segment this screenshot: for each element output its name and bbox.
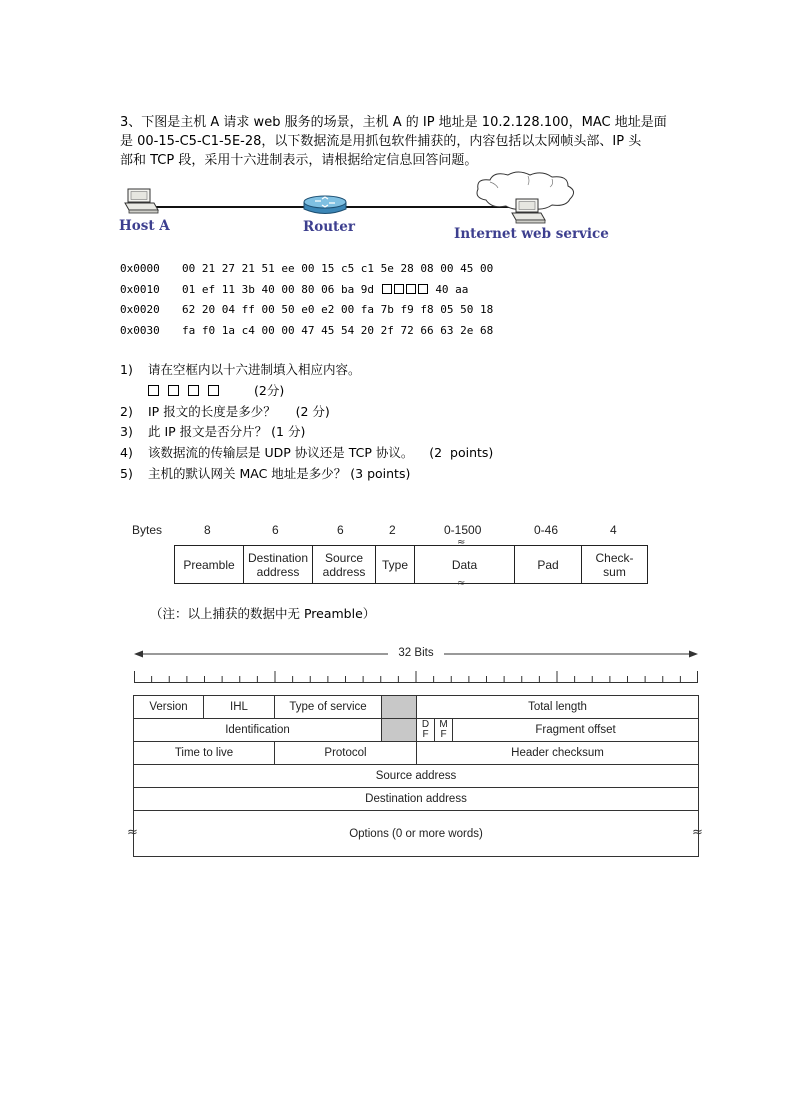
router-label: Router bbox=[303, 219, 355, 235]
question-number: 5) bbox=[120, 465, 133, 481]
field-size: 8 bbox=[204, 523, 211, 537]
question-list bbox=[120, 360, 493, 485]
answer-boxes bbox=[120, 381, 493, 402]
blank-box bbox=[406, 284, 416, 294]
hex-row bbox=[120, 324, 493, 338]
router-icon bbox=[302, 194, 348, 218]
question-text: 请在空框内以十六进制填入相应内容。 bbox=[148, 362, 361, 377]
field-size: 4 bbox=[610, 523, 617, 537]
hex-tail: 40 aa bbox=[435, 283, 469, 296]
tos-field: Type of service bbox=[275, 696, 382, 719]
field-size: 6 bbox=[337, 523, 344, 537]
ttl-field: Time to live bbox=[134, 742, 275, 765]
blank-box bbox=[168, 385, 179, 396]
bits-label: 32 Bits bbox=[398, 647, 434, 659]
source-address-field: Source address bbox=[134, 765, 699, 788]
break-mark-icon: ≈ bbox=[457, 578, 466, 589]
preamble-field: Preamble bbox=[175, 546, 244, 583]
header-checksum-field: Header checksum bbox=[417, 742, 699, 765]
question-text: IP 报文的长度是多少？ (2 分) bbox=[148, 403, 330, 419]
source-address-field: Source address bbox=[313, 546, 376, 583]
question-item bbox=[120, 464, 493, 485]
type-field: Type bbox=[376, 546, 415, 583]
hex-offset: 0x0010 bbox=[120, 283, 160, 296]
total-length-field: Total length bbox=[417, 696, 699, 719]
destination-address-field: Destination address bbox=[244, 546, 313, 583]
question-text: 此 IP 报文是否分片？ (1 分) bbox=[148, 424, 306, 440]
hex-row bbox=[120, 262, 493, 276]
preamble-note: （注：以上捕获的数据中无 Preamble） bbox=[150, 606, 376, 621]
question-item bbox=[120, 443, 493, 464]
reserved-bits bbox=[382, 696, 417, 719]
intro-line: 部和 TCP 段，采用十六进制表示，请根据给定信息回答问题。 bbox=[120, 153, 478, 168]
bit-ruler bbox=[134, 670, 698, 684]
question-number: 4) bbox=[120, 445, 133, 461]
host-a-label: Host A bbox=[119, 218, 170, 234]
field-size: 0-46 bbox=[534, 523, 559, 537]
version-field: Version bbox=[134, 696, 204, 719]
blank-box bbox=[148, 385, 159, 396]
bytes-label: Bytes bbox=[132, 523, 163, 537]
ihl-field: IHL bbox=[204, 696, 275, 719]
identification-field: Identification bbox=[134, 719, 382, 742]
options-field: Options (0 or more words) bbox=[134, 811, 699, 857]
web-service-label: Internet web service bbox=[454, 226, 609, 242]
blank-box bbox=[382, 284, 392, 294]
hex-bytes: 62 20 04 ff 00 50 e0 e2 00 fa 7b f9 f8 05 50 18 bbox=[182, 303, 494, 316]
ethernet-frame bbox=[174, 545, 648, 584]
blank-box bbox=[208, 385, 219, 396]
hex-bytes: fa f0 1a c4 00 00 47 45 54 20 2f 72 66 63 2e 68 bbox=[182, 324, 494, 337]
question-number: 3) bbox=[120, 424, 133, 440]
hex-row bbox=[120, 283, 468, 297]
question-text: 主机的默认网关 MAC 地址是多少？ (3 points) bbox=[148, 465, 411, 481]
hex-offset: 0x0000 bbox=[120, 262, 160, 275]
hex-bytes: 00 21 27 21 51 ee 00 15 c5 c1 5e 28 08 00 45 00 bbox=[182, 262, 494, 275]
field-size: 0-1500 bbox=[444, 523, 482, 537]
ip-header-table bbox=[133, 695, 699, 857]
question-item bbox=[120, 422, 493, 443]
question-number: 1) bbox=[120, 362, 133, 377]
question-text: 该数据流的传输层是 UDP 协议还是 TCP 协议。 (2 points) bbox=[148, 445, 494, 461]
mf-flag-label: M F bbox=[439, 719, 448, 740]
fragment-offset-field: Fragment offset bbox=[453, 719, 699, 742]
df-flag-label: D F bbox=[421, 719, 430, 740]
intro-line: 3、下图是主机 A 请求 web 服务的场景，主机 A 的 IP 地址是 10.2.128.100，MAC 地址是面 bbox=[120, 115, 667, 130]
destination-address-field: Destination address bbox=[134, 788, 699, 811]
host-computer-icon bbox=[124, 188, 160, 216]
mf-flag bbox=[435, 719, 453, 742]
question-number: 2) bbox=[120, 403, 133, 419]
hex-offset: 0x0020 bbox=[120, 303, 160, 316]
break-mark-icon: ≈ bbox=[127, 825, 138, 840]
break-mark-icon: ≈ bbox=[692, 825, 703, 840]
intro-line: 是 00-15-C5-C1-5E-28，以下数据流是用抓包软件捕获的，内容包括以太网帧头部、IP 头 bbox=[120, 134, 642, 149]
blank-box bbox=[188, 385, 199, 396]
blank-box bbox=[394, 284, 404, 294]
unused-flag bbox=[382, 719, 417, 742]
blank-box bbox=[418, 284, 428, 294]
hex-offset: 0x0030 bbox=[120, 324, 160, 337]
field-size: 2 bbox=[389, 523, 396, 537]
checksum-field: Check-sum bbox=[595, 550, 634, 579]
question-item bbox=[120, 402, 493, 423]
question-item bbox=[120, 360, 493, 381]
protocol-field: Protocol bbox=[275, 742, 417, 765]
question-points: (2分) bbox=[254, 382, 285, 398]
break-mark-icon: ≈ bbox=[457, 537, 466, 548]
df-flag bbox=[417, 719, 435, 742]
field-size: 6 bbox=[272, 523, 279, 537]
hex-bytes: 01 ef 11 3b 40 00 80 06 ba 9d bbox=[182, 283, 375, 296]
web-server-icon bbox=[510, 198, 546, 226]
hex-row bbox=[120, 303, 493, 317]
question-intro bbox=[120, 113, 680, 170]
pad-field: Pad bbox=[515, 546, 582, 583]
data-field: Data bbox=[415, 546, 515, 583]
